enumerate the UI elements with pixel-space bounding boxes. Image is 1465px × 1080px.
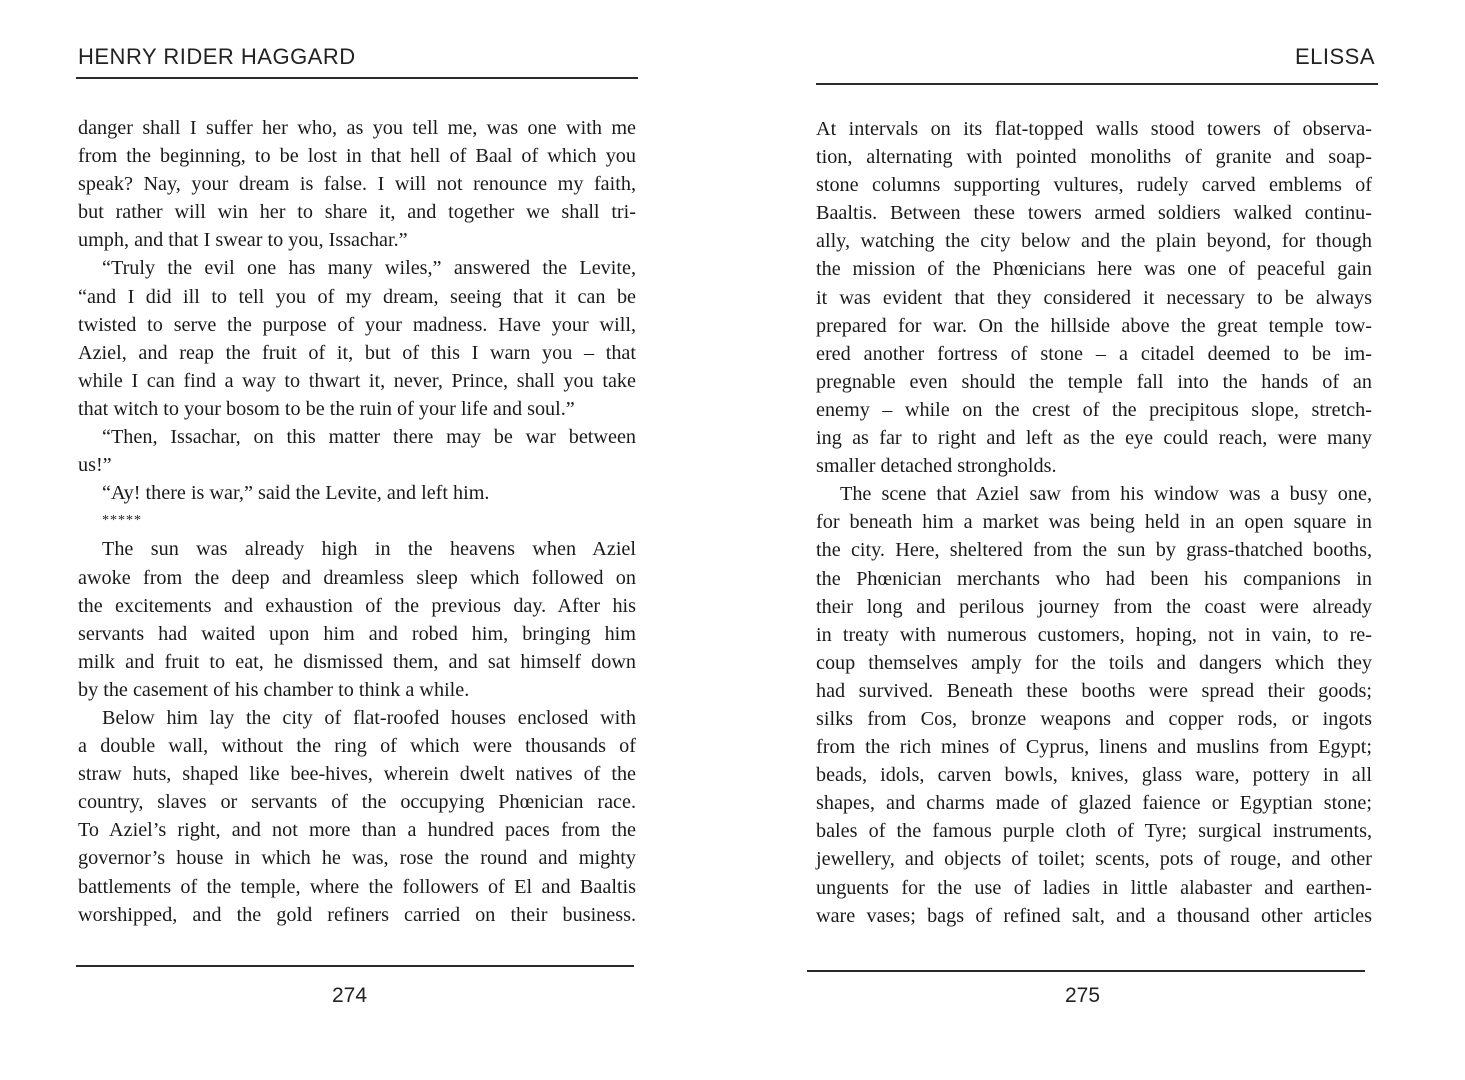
text-line: worshipped, and the gold refiners carried on their business.: [78, 903, 636, 926]
header-rule: [816, 83, 1378, 85]
text-line: from the rich mines of Cyprus, linens and muslins from Egypt;: [816, 736, 1372, 759]
text-line: The sun was already high in the heavens when Aziel: [102, 538, 636, 561]
text-line: ally, watching the city below and the plain beyond, for though: [816, 230, 1372, 253]
text-line: speak? Nay, your dream is false. I will not renounce my faith,: [78, 173, 636, 196]
text-line: twisted to serve the purpose of your madness. Have your will,: [78, 313, 636, 336]
body-text: [816, 115, 1372, 930]
text-line: country, slaves or servants of the occupying Phœnician race.: [78, 791, 636, 814]
text-line: us!”: [78, 454, 112, 477]
text-line: unguents for the use of ladies in little alabaster and earthen-: [816, 876, 1372, 899]
text-line: it was evident that they considered it necessary to be always: [816, 286, 1372, 309]
left-page: [0, 0, 732, 1080]
page-number: 275: [1065, 984, 1101, 1007]
text-line: danger shall I suffer her who, as you tell me, was one with me: [78, 117, 636, 139]
text-line: servants had waited upon him and robed him, bringing him: [78, 622, 636, 645]
text-line: silks from Cos, bronze weapons and copper rods, or ingots: [816, 707, 1372, 730]
text-line: in treaty with numerous customers, hoping, not in vain, to re-: [816, 623, 1372, 646]
text-line: from the beginning, to be lost in that hell of Baal of which you: [78, 145, 636, 168]
text-line: ing as far to right and left as the eye could reach, were many: [816, 427, 1372, 450]
text-line: awoke from the deep and dreamless sleep which followed on: [78, 566, 636, 589]
text-line: had survived. Beneath these booths were spread their goods;: [816, 679, 1372, 702]
text-line: the city. Here, sheltered from the sun by grass-thatched booths,: [816, 539, 1372, 562]
text-line: the excitements and exhaustion of the previous day. After his: [78, 594, 636, 617]
text-line: that witch to your bosom to be the ruin of your life and soul.”: [78, 397, 575, 420]
text-line: “Truly the evil one has many wiles,” answered the Levite,: [102, 257, 636, 280]
text-line: coup themselves amply for the toils and dangers which they: [816, 651, 1372, 674]
footer-rule: [76, 965, 634, 967]
text-line: a double wall, without the ring of which were thousands of: [78, 735, 636, 758]
footer-rule: [807, 970, 1365, 972]
text-line: bales of the famous purple cloth of Tyre; surgical instruments,: [816, 820, 1372, 843]
text-line: “Ay! there is war,” said the Levite, and left him.: [102, 482, 490, 505]
text-line: Baaltis. Between these towers armed soldiers walked continu-: [816, 202, 1372, 225]
text-line: milk and fruit to eat, he dismissed them, and sat himself down: [78, 650, 636, 673]
text-line: At intervals on its flat-topped walls stood towers of observa-: [816, 118, 1372, 140]
text-line: their long and perilous journey from the coast were already: [816, 595, 1372, 618]
text-line: *****: [102, 513, 142, 529]
text-line: Below him lay the city of flat-roofed houses enclosed with: [102, 706, 636, 729]
text-line: governor’s house in which he was, rose the round and mighty: [78, 847, 636, 870]
text-line: for beneath him a market was being held in an open square in: [816, 511, 1372, 534]
text-line: Aziel, and reap the fruit of it, but of this I warn you – that: [78, 341, 636, 364]
text-line: smaller detached strongholds.: [816, 455, 1057, 478]
text-line: but rather will win her to share it, and together we shall tri-: [78, 201, 636, 224]
text-line: ware vases; bags of refined salt, and a thousand other articles: [816, 904, 1372, 927]
text-line: shapes, and charms made of glazed faience or Egyptian stone;: [816, 792, 1372, 815]
text-line: battlements of the temple, where the followers of El and Baaltis: [78, 875, 636, 898]
text-line: The scene that Aziel saw from his window was a busy one,: [840, 483, 1372, 506]
running-head-title: ELISSA: [1294, 44, 1375, 69]
right-page: [732, 0, 1465, 1080]
running-head-author: HENRY RIDER HAGGARD: [78, 44, 356, 69]
header-rule: [76, 77, 638, 79]
text-line: enemy – while on the crest of the precipitous slope, stretch-: [816, 398, 1372, 421]
text-line: while I can find a way to thwart it, never, Prince, shall you take: [78, 369, 636, 392]
page-number: 274: [332, 984, 368, 1007]
text-line: “and I did ill to tell you of my dream, seeing that it can be: [78, 285, 636, 308]
body-text: [78, 114, 636, 929]
text-line: straw huts, shaped like bee-hives, wherein dwelt natives of the: [78, 763, 636, 786]
text-line: the Phœnician merchants who had been his companions in: [816, 567, 1372, 590]
text-line: stone columns supporting vultures, rudely carved emblems of: [816, 174, 1372, 197]
text-line: by the casement of his chamber to think a while.: [78, 678, 470, 701]
text-line: To Aziel’s right, and not more than a hundred paces from the: [78, 819, 636, 842]
text-line: “Then, Issachar, on this matter there may be war between: [102, 426, 636, 449]
text-line: tion, alternating with pointed monoliths of granite and soap-: [816, 146, 1372, 169]
text-line: the mission of the Phœnicians here was one of peaceful gain: [816, 258, 1372, 281]
text-line: umph, and that I swear to you, Issachar.”: [78, 229, 408, 252]
text-line: pregnable even should the temple fall into the hands of an: [816, 370, 1372, 393]
text-line: jewellery, and objects of toilet; scents, pots of rouge, and other: [816, 848, 1372, 871]
text-line: ered another fortress of stone – a citadel deemed to be im-: [816, 342, 1372, 365]
text-line: prepared for war. On the hillside above the great temple tow-: [816, 314, 1372, 337]
text-line: beads, idols, carven bowls, knives, glass ware, pottery in all: [816, 764, 1372, 787]
